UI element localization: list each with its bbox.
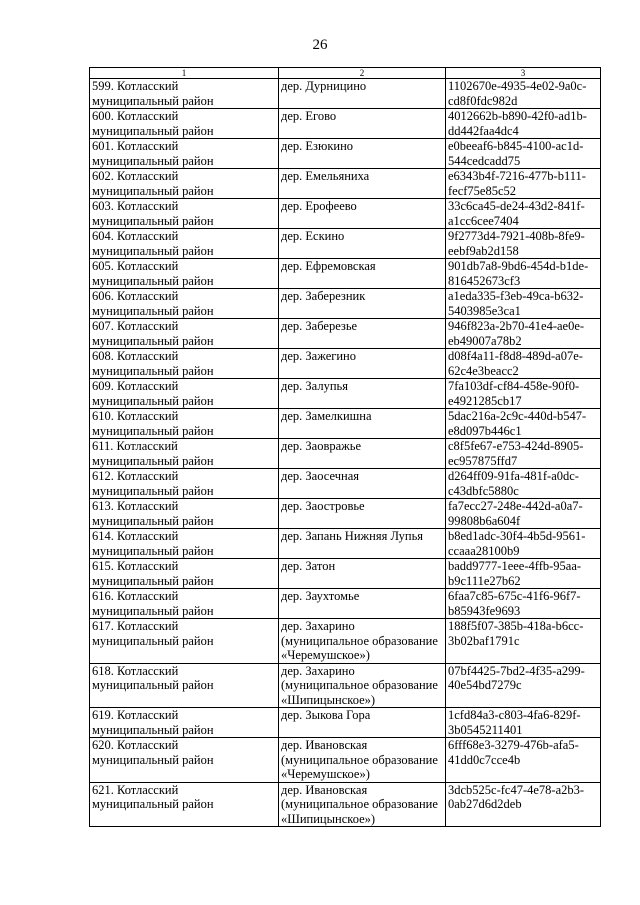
- district-cell: 618. Котласский муниципальный район: [90, 663, 279, 708]
- district-cell: 601. Котласский муниципальный район: [90, 139, 279, 169]
- district-cell: 605. Котласский муниципальный район: [90, 259, 279, 289]
- guid-cell: 901db7a8-9bd6-454d-b1de- 816452673cf3: [446, 259, 601, 289]
- guid-cell: b8ed1adc-30f4-4b5d-9561- ccaaa28100b9: [446, 529, 601, 559]
- table-row: [90, 169, 601, 199]
- settlement-cell: дер. Захарино (муниципальное образование «Шипицынское»): [279, 663, 446, 708]
- table-body: [90, 79, 601, 827]
- settlement-cell: дер. Езюкино: [279, 139, 446, 169]
- district-cell: 619. Котласский муниципальный район: [90, 708, 279, 738]
- settlement-cell: дер. Заберезник: [279, 289, 446, 319]
- settlement-cell: дер. Замелкишна: [279, 409, 446, 439]
- table-row: [90, 738, 601, 783]
- table-row: [90, 379, 601, 409]
- settlement-cell: дер. Зажегино: [279, 349, 446, 379]
- page-number: 26: [312, 37, 328, 53]
- guid-cell: d08f4a11-f8d8-489d-a07e- 62c4e3beacc2: [446, 349, 601, 379]
- table-row: [90, 259, 601, 289]
- district-cell: 608. Котласский муниципальный район: [90, 349, 279, 379]
- district-cell: 611. Котласский муниципальный район: [90, 439, 279, 469]
- guid-cell: a1eda335-f3eb-49ca-b632- 5403985e3ca1: [446, 289, 601, 319]
- settlement-cell: дер. Зыкова Гора: [279, 708, 446, 738]
- guid-cell: 9f2773d4-7921-408b-8fe9- eebf9ab2d158: [446, 229, 601, 259]
- settlement-cell: дер. Заосечная: [279, 469, 446, 499]
- settlement-cell: дер. Заберезье: [279, 319, 446, 349]
- district-cell: 612. Котласский муниципальный район: [90, 469, 279, 499]
- district-cell: 614. Котласский муниципальный район: [90, 529, 279, 559]
- district-cell: 602. Котласский муниципальный район: [90, 169, 279, 199]
- guid-cell: 6faa7c85-675c-41f6-96f7- b85943fe9693: [446, 589, 601, 619]
- guid-cell: 1cfd84a3-c803-4fa6-829f- 3b0545211401: [446, 708, 601, 738]
- guid-cell: 3dcb525c-fc47-4e78-a2b3- 0ab27d6d2deb: [446, 782, 601, 827]
- table-row: [90, 782, 601, 827]
- table-row: [90, 79, 601, 109]
- table-row: [90, 589, 601, 619]
- settlement-cell: дер. Захарино (муниципальное образование «Черемушское»): [279, 619, 446, 664]
- guid-cell: 7fa103df-cf84-458e-90f0- e4921285cb17: [446, 379, 601, 409]
- table-row: [90, 139, 601, 169]
- guid-cell: 07bf4425-7bd2-4f35-a299- 40e54bd7279c: [446, 663, 601, 708]
- settlement-cell: дер. Залупья: [279, 379, 446, 409]
- settlements-table: [89, 67, 601, 827]
- district-cell: 600. Котласский муниципальный район: [90, 109, 279, 139]
- settlement-cell: дер. Ефремовская: [279, 259, 446, 289]
- table-row: [90, 663, 601, 708]
- guid-cell: 188f5f07-385b-418a-b6cc- 3b02baf1791c: [446, 619, 601, 664]
- table-row: [90, 199, 601, 229]
- column-number-1: 1: [90, 68, 279, 79]
- table-row: [90, 499, 601, 529]
- guid-cell: e6343b4f-7216-477b-b111- fecf75e85c52: [446, 169, 601, 199]
- district-cell: 617. Котласский муниципальный район: [90, 619, 279, 664]
- guid-cell: 5dac216a-2c9c-440d-b547- e8d097b446c1: [446, 409, 601, 439]
- settlement-cell: дер. Затон: [279, 559, 446, 589]
- settlement-cell: дер. Заостровье: [279, 499, 446, 529]
- table-row: [90, 349, 601, 379]
- guid-cell: badd9777-1eee-4ffb-95aa- b9c111e27b62: [446, 559, 601, 589]
- table-row: [90, 469, 601, 499]
- table-row: [90, 289, 601, 319]
- guid-cell: fa7ecc27-248e-442d-a0a7- 99808b6a604f: [446, 499, 601, 529]
- settlement-cell: дер. Емельяниха: [279, 169, 446, 199]
- district-cell: 610. Котласский муниципальный район: [90, 409, 279, 439]
- table-row: [90, 708, 601, 738]
- guid-cell: c8f5fe67-e753-424d-8905- ec957875ffd7: [446, 439, 601, 469]
- table-row: [90, 439, 601, 469]
- table-row: [90, 559, 601, 589]
- table-row: [90, 529, 601, 559]
- guid-cell: 6fff68e3-3279-476b-afa5- 41dd0c7cce4b: [446, 738, 601, 783]
- table-row: [90, 409, 601, 439]
- table-row: [90, 619, 601, 664]
- table-row: [90, 319, 601, 349]
- district-cell: 621. Котласский муниципальный район: [90, 782, 279, 827]
- district-cell: 603. Котласский муниципальный район: [90, 199, 279, 229]
- district-cell: 616. Котласский муниципальный район: [90, 589, 279, 619]
- settlement-cell: дер. Ивановская (муниципальное образование «Черемушское»): [279, 738, 446, 783]
- district-cell: 609. Котласский муниципальный район: [90, 379, 279, 409]
- settlement-cell: дер. Запань Нижняя Лупья: [279, 529, 446, 559]
- settlement-cell: дер. Заухтомье: [279, 589, 446, 619]
- guid-cell: 946f823a-2b70-41e4-ae0e- eb49007a78b2: [446, 319, 601, 349]
- district-cell: 620. Котласский муниципальный район: [90, 738, 279, 783]
- guid-cell: 4012662b-b890-42f0-ad1b- dd442faa4dc4: [446, 109, 601, 139]
- district-cell: 606. Котласский муниципальный район: [90, 289, 279, 319]
- guid-cell: d264ff09-91fa-481f-a0dc- c43dbfc5880c: [446, 469, 601, 499]
- settlement-cell: дер. Ескино: [279, 229, 446, 259]
- settlement-cell: дер. Ерофеево: [279, 199, 446, 229]
- district-cell: 607. Котласский муниципальный район: [90, 319, 279, 349]
- district-cell: 615. Котласский муниципальный район: [90, 559, 279, 589]
- table-row: [90, 109, 601, 139]
- table-row: [90, 229, 601, 259]
- guid-cell: 1102670e-4935-4e02-9a0c- cd8f0fdc982d: [446, 79, 601, 109]
- settlement-cell: дер. Дурницино: [279, 79, 446, 109]
- settlement-cell: дер. Заовражье: [279, 439, 446, 469]
- guid-cell: e0beeaf6-b845-4100-ac1d- 544cedcadd75: [446, 139, 601, 169]
- guid-cell: 33c6ca45-de24-43d2-841f- a1cc6cee7404: [446, 199, 601, 229]
- district-cell: 599. Котласский муниципальный район: [90, 79, 279, 109]
- column-numbers-row: [90, 68, 601, 79]
- district-cell: 613. Котласский муниципальный район: [90, 499, 279, 529]
- district-cell: 604. Котласский муниципальный район: [90, 229, 279, 259]
- settlement-cell: дер. Ивановская (муниципальное образование «Шипицынское»): [279, 782, 446, 827]
- column-number-2: 2: [279, 68, 446, 79]
- column-number-3: 3: [446, 68, 601, 79]
- settlement-cell: дер. Егово: [279, 109, 446, 139]
